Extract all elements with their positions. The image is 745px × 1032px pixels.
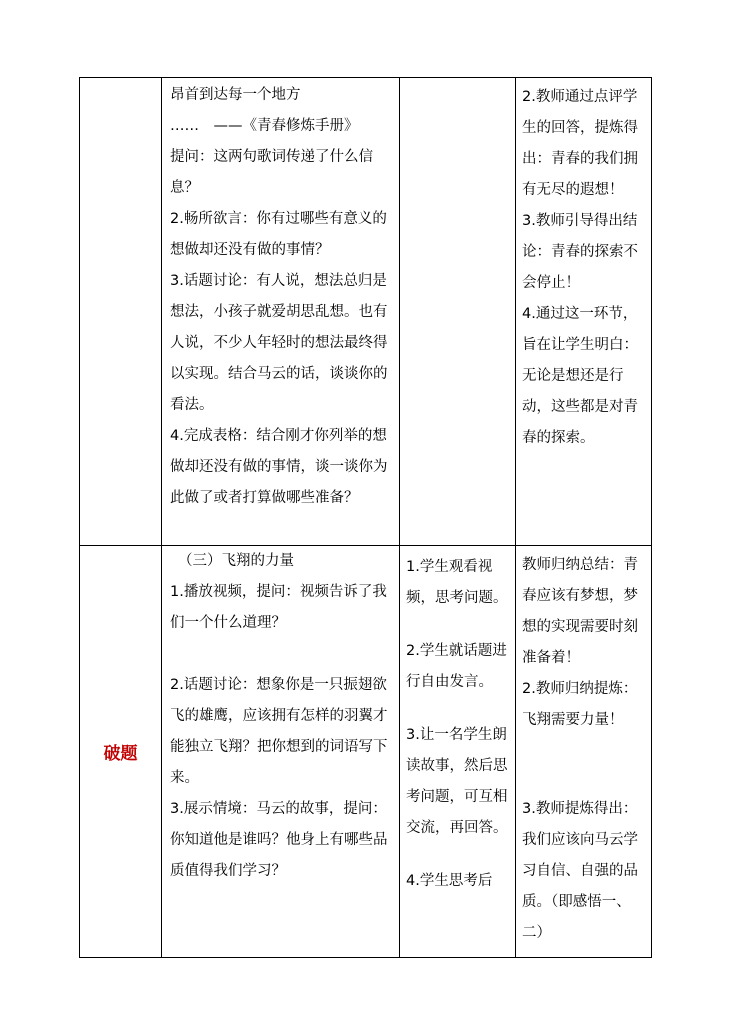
activity-item: 4.完成表格：结合刚才你列举的想做却还没有做的事情，谈一谈你为此做了或者打算做哪些准备？ bbox=[170, 428, 388, 506]
table-row bbox=[80, 546, 652, 958]
design-intent-cell bbox=[516, 546, 652, 958]
activity-cell bbox=[162, 546, 400, 958]
lyric-line: 昂首到达每一个地方 bbox=[170, 87, 301, 103]
student-item: 4.学生思考后 bbox=[406, 873, 493, 889]
activity-item: 2.畅所欲言：你有过哪些有意义的想做却还没有做的事情？ bbox=[170, 211, 387, 258]
student-item: 2.学生就话题进行自由发言。 bbox=[406, 643, 507, 690]
design-intent-cell bbox=[516, 78, 652, 546]
activity-cell bbox=[162, 78, 400, 546]
activity-item: 3.展示情境：马云的故事，提问：你知道他是谁吗？他身上有哪些品质值得我们学习？ bbox=[170, 801, 388, 879]
intent-item: 教师归纳总结：青春应该有梦想，梦想的实现需要时刻准备着！ bbox=[522, 557, 638, 666]
intent-item: 4.通过这一环节，旨在让学生明白：无论是想还是行动，这些都是对青春的探索。 bbox=[522, 306, 638, 446]
section-heading: （三）飞翔的力量 bbox=[178, 553, 294, 569]
intent-item: 2.教师归纳提炼：飞翔需要力量！ bbox=[522, 681, 638, 728]
stage-cell bbox=[80, 546, 162, 958]
intent-item: 3.教师引导得出结论：青春的探索不会停止！ bbox=[522, 213, 638, 291]
activity-item: 2.话题讨论：想象你是一只振翅欲飞的雄鹰，应该拥有怎样的羽翼才能独立飞翔？把你想到的词语写下来。 bbox=[170, 677, 388, 786]
intent-item: 2.教师通过点评学生的回答，提炼得出：青春的我们拥有无尽的遐想！ bbox=[522, 89, 638, 198]
stage-label: 破题 bbox=[103, 744, 138, 764]
activity-item: 提问：这两句歌词传递了什么信息？ bbox=[170, 149, 373, 196]
student-activity-cell-empty bbox=[400, 78, 516, 546]
stage-cell-empty bbox=[80, 78, 162, 546]
student-activity-cell bbox=[400, 546, 516, 958]
lesson-plan-table bbox=[79, 77, 652, 958]
intent-item: 3.教师提炼得出：我们应该向马云学习自信、自强的品质。（即感悟一、二） bbox=[522, 801, 638, 941]
student-item: 1.学生观看视频，思考问题。 bbox=[406, 559, 508, 606]
student-item: 3.让一名学生朗读故事，然后思考问题，可互相交流，再回答。 bbox=[406, 727, 508, 836]
activity-item: 1.播放视频，提问：视频告诉了我们一个什么道理？ bbox=[170, 584, 387, 631]
activity-item: 3.话题讨论：有人说，想法总归是想法，小孩子就爱胡思乱想。也有人说，不少人年轻时的想法最终得以实现。结合马云的话，谈谈你的看法。 bbox=[170, 273, 388, 413]
table-row bbox=[80, 78, 652, 546]
lyric-source: …… ——《青春修炼手册》 bbox=[170, 118, 359, 134]
